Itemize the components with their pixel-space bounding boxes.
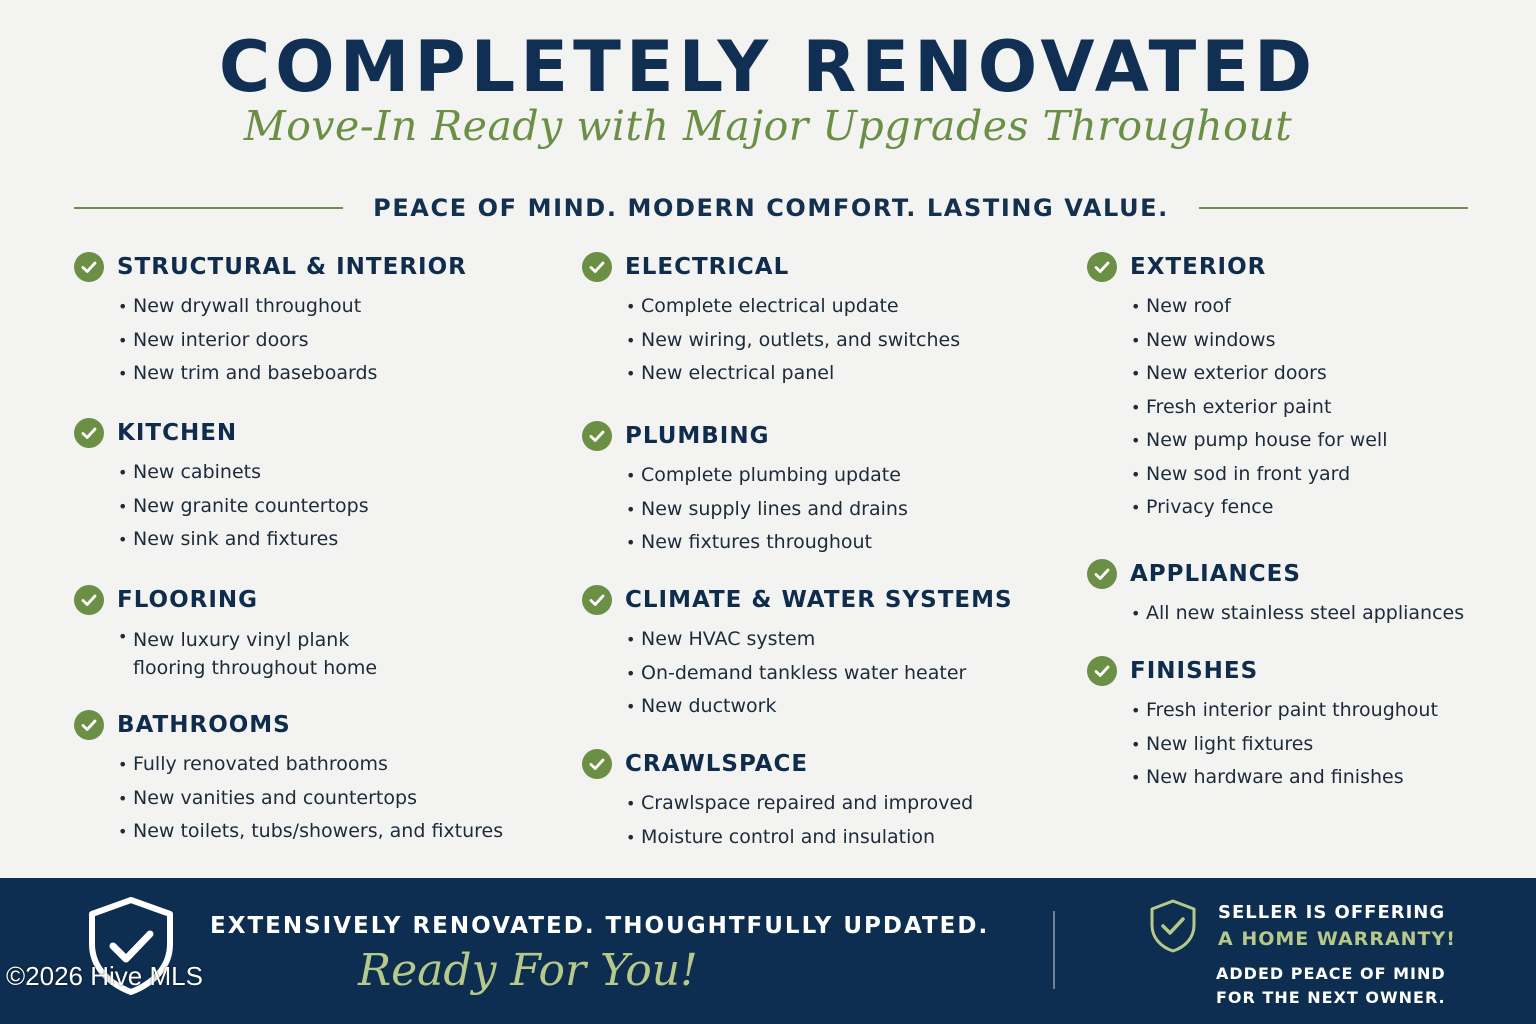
section-flooring xyxy=(74,583,544,682)
check-icon xyxy=(1087,656,1117,686)
list-item: • New pump house for well xyxy=(1131,424,1507,458)
check-icon xyxy=(1087,252,1117,282)
check-icon xyxy=(74,418,104,448)
list-item: • New granite countertops xyxy=(118,490,544,524)
warranty-line-1: SELLER IS OFFERING xyxy=(1218,902,1446,923)
section-climate xyxy=(582,583,1052,724)
check-icon xyxy=(1087,559,1117,589)
section-title: BATHROOMS xyxy=(117,712,291,738)
section-title: KITCHEN xyxy=(117,420,238,446)
item-list xyxy=(626,623,1052,724)
item-list xyxy=(118,623,544,682)
list-item: • New drywall throughout xyxy=(118,290,544,324)
page-subtitle: Move-In Ready with Major Upgrades Throughout xyxy=(243,102,1293,150)
list-item: • Complete electrical update xyxy=(626,290,1052,324)
section-plumbing xyxy=(582,419,1052,560)
list-item: • Fully renovated bathrooms xyxy=(118,748,544,782)
section-title: STRUCTURAL & INTERIOR xyxy=(117,254,467,280)
list-item: • On-demand tankless water heater xyxy=(626,657,1052,691)
list-item: • New electrical panel xyxy=(626,357,1052,391)
warranty-line-2: A HOME WARRANTY! xyxy=(1218,928,1456,950)
list-item: • New cabinets xyxy=(118,456,544,490)
check-icon xyxy=(582,421,612,451)
list-item: • New interior doors xyxy=(118,324,544,358)
list-item: • New hardware and finishes xyxy=(1131,761,1507,795)
section-title: CLIMATE & WATER SYSTEMS xyxy=(625,587,1013,613)
list-item: • New roof xyxy=(1131,290,1507,324)
section-title: EXTERIOR xyxy=(1130,254,1267,280)
warranty-line-3: ADDED PEACE OF MIND xyxy=(1216,964,1446,983)
list-item: • Complete plumbing update xyxy=(626,459,1052,493)
footer-script: Ready For You! xyxy=(358,945,698,996)
tagline-rule-left xyxy=(74,207,343,209)
page-title: COMPLETELY RENOVATED xyxy=(218,26,1318,108)
section-title: FLOORING xyxy=(117,587,259,613)
list-item: • New sink and fixtures xyxy=(118,523,544,557)
item-list xyxy=(1131,694,1507,795)
list-item: • Crawlspace repaired and improved xyxy=(626,787,1052,821)
list-item: • New HVAC system xyxy=(626,623,1052,657)
item-list xyxy=(626,290,1052,391)
section-structural xyxy=(74,250,544,391)
item-list xyxy=(626,787,1052,854)
tagline-row xyxy=(74,190,1468,226)
list-item: • New trim and baseboards xyxy=(118,357,544,391)
section-kitchen xyxy=(74,416,544,557)
list-item: • Moisture control and insulation xyxy=(626,821,1052,855)
list-item: • New light fixtures xyxy=(1131,728,1507,762)
check-icon xyxy=(582,749,612,779)
section-bathrooms xyxy=(74,708,544,849)
section-finishes xyxy=(1087,654,1507,795)
item-list xyxy=(1131,597,1507,631)
list-item: • New vanities and countertops xyxy=(118,782,544,816)
section-title: FINISHES xyxy=(1130,658,1259,684)
list-item: • New exterior doors xyxy=(1131,357,1507,391)
section-title: PLUMBING xyxy=(625,423,770,449)
list-item: • Fresh interior paint throughout xyxy=(1131,694,1507,728)
shield-check-icon xyxy=(1148,898,1198,958)
section-title: CRAWLSPACE xyxy=(625,751,809,777)
section-title: APPLIANCES xyxy=(1130,561,1301,587)
warranty-note xyxy=(1216,962,1446,1010)
list-item: • Fresh exterior paint xyxy=(1131,391,1507,425)
list-item: • New fixtures throughout xyxy=(626,526,1052,560)
list-item: • New wiring, outlets, and switches xyxy=(626,324,1052,358)
item-list xyxy=(626,459,1052,560)
check-icon xyxy=(582,252,612,282)
list-item: • All new stainless steel appliances xyxy=(1131,597,1507,631)
tagline: PEACE OF MIND. MODERN COMFORT. LASTING VALUE. xyxy=(373,194,1169,222)
check-icon xyxy=(74,710,104,740)
watermark: ©2026 Hive MLS xyxy=(6,961,203,991)
item-list xyxy=(118,748,544,849)
tagline-rule-right xyxy=(1199,207,1468,209)
item-list xyxy=(118,456,544,557)
check-icon xyxy=(74,585,104,615)
section-electrical xyxy=(582,250,1052,391)
footer-divider xyxy=(1053,911,1055,989)
list-item: • Privacy fence xyxy=(1131,491,1507,525)
section-title: ELECTRICAL xyxy=(625,254,790,280)
list-item: • New toilets, tubs/showers, and fixtures xyxy=(118,815,544,849)
list-item: • New luxury vinyl plank flooring throughout home xyxy=(118,623,418,682)
list-item: • New windows xyxy=(1131,324,1507,358)
warranty-line-4: FOR THE NEXT OWNER. xyxy=(1216,988,1446,1007)
list-item: • New ductwork xyxy=(626,690,1052,724)
section-appliances xyxy=(1087,557,1507,631)
section-exterior xyxy=(1087,250,1507,525)
check-icon xyxy=(74,252,104,282)
footer-headline: EXTENSIVELY RENOVATED. THOUGHTFULLY UPDATED. xyxy=(210,913,990,939)
item-list xyxy=(118,290,544,391)
check-icon xyxy=(582,585,612,615)
section-crawlspace xyxy=(582,747,1052,854)
list-item: • New supply lines and drains xyxy=(626,493,1052,527)
list-item: • New sod in front yard xyxy=(1131,458,1507,492)
item-list xyxy=(1131,290,1507,525)
